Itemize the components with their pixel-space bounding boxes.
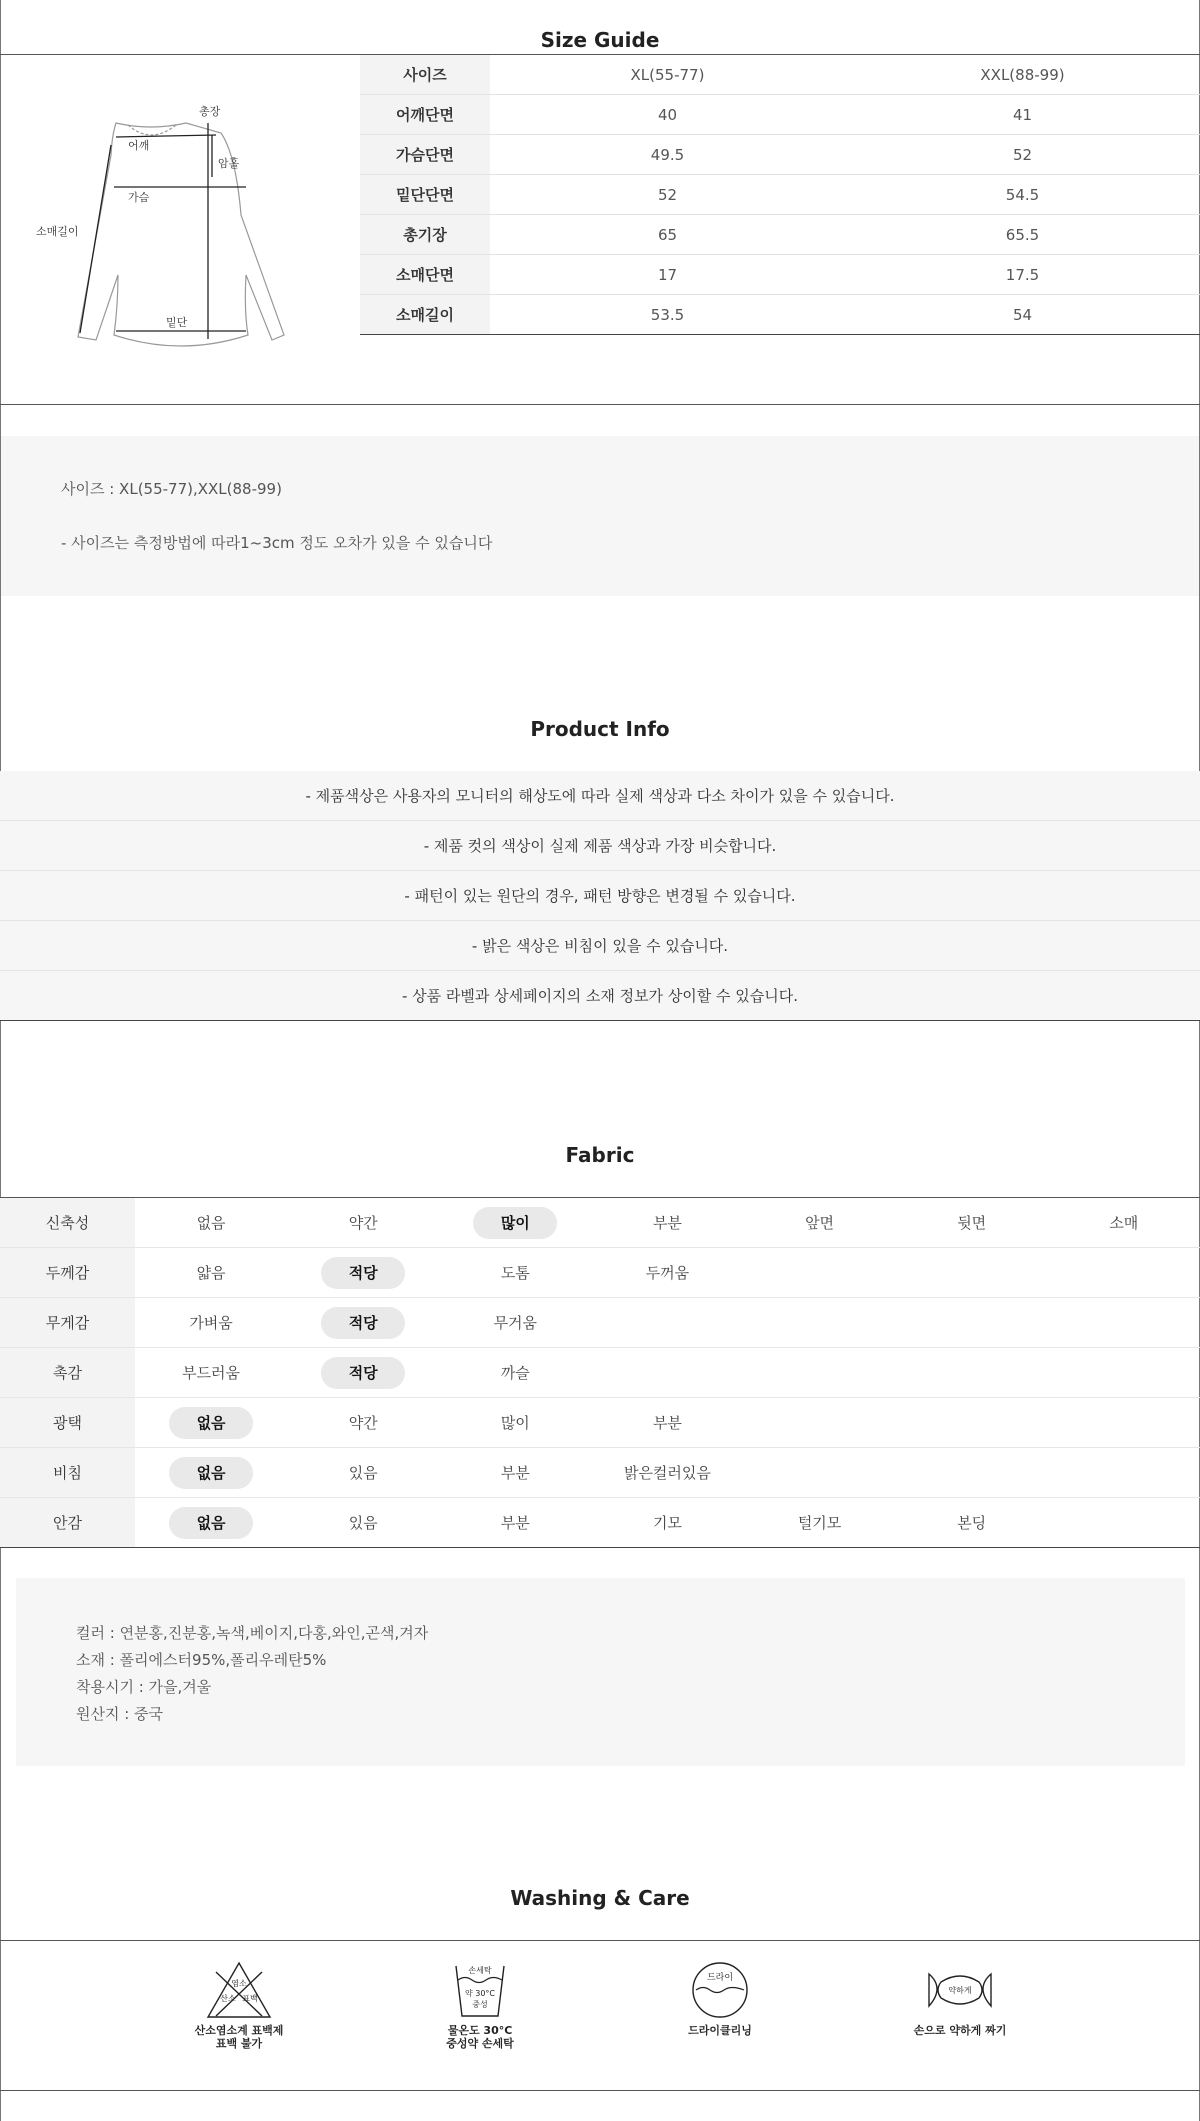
- fabric-option: [896, 1198, 1048, 1247]
- fabric-option-label: 적당: [348, 1364, 378, 1382]
- table-cell: 40: [657, 105, 678, 124]
- table-row: [360, 255, 1200, 295]
- table-row: [360, 295, 1200, 335]
- fabric-option-selected: [287, 1348, 439, 1397]
- fabric-row-label: 두께감: [0, 1248, 135, 1297]
- detail-season: 착용시기 : 가을,겨울: [76, 1678, 212, 1696]
- fabric-option: [591, 1198, 743, 1247]
- fabric-option: [439, 1248, 591, 1297]
- detail-origin: 원산지 : 중국: [76, 1705, 164, 1723]
- wash-item-dryclean: [645, 1960, 795, 2037]
- row-label: 총기장: [360, 215, 490, 254]
- fabric-row: [0, 1298, 1200, 1348]
- fabric-row-label: 신축성: [0, 1198, 135, 1247]
- row-label: 소매단면: [360, 255, 490, 294]
- detail-material: 소재 : 폴리에스터95%,폴리우레탄5%: [76, 1651, 327, 1669]
- fabric-option-label: 적당: [348, 1314, 378, 1332]
- svg-text:중성: 중성: [472, 2000, 488, 2009]
- wash-item-handwash: [405, 1960, 555, 2050]
- size-column-header: 사이즈: [360, 55, 490, 94]
- fabric-option-label: 약간: [348, 1214, 378, 1232]
- hand-wash-tub-icon: [450, 1960, 510, 2020]
- fabric-option-label: 부분: [500, 1464, 530, 1482]
- fabric-title: Fabric: [565, 1143, 635, 1167]
- svg-text:염소: 염소: [231, 1979, 247, 1988]
- svg-text:손세탁: 손세탁: [468, 1966, 492, 1975]
- fabric-option: [439, 1298, 591, 1347]
- fabric-option: [591, 1448, 743, 1497]
- fabric-option: [135, 1248, 287, 1297]
- fabric-option-label: 부분: [652, 1214, 682, 1232]
- fabric-table: [0, 1198, 1200, 1548]
- fabric-option: [287, 1498, 439, 1547]
- table-cell: 54: [1012, 305, 1033, 324]
- table-cell: 17: [657, 265, 678, 284]
- fabric-option-label: 뒷면: [957, 1214, 987, 1232]
- fabric-option-label: 두꺼움: [645, 1264, 690, 1282]
- row-label: 소매길이: [360, 295, 490, 334]
- fabric-row-label: 비침: [0, 1448, 135, 1497]
- size-column-xl: XL(55-77): [630, 65, 705, 84]
- fabric-option-selected: [135, 1398, 287, 1447]
- row-label: 가슴단면: [360, 135, 490, 174]
- fabric-option: [591, 1248, 743, 1297]
- fabric-option-label: 많이: [500, 1214, 530, 1232]
- diagram-label-shoulder: 어깨: [128, 139, 150, 152]
- svg-text:약 30°C: 약 30°C: [464, 1989, 496, 1998]
- list-item: - 제품 컷의 색상이 실제 제품 색상과 가장 비슷합니다.: [0, 821, 1200, 871]
- svg-text:산소: 산소: [220, 1994, 236, 2003]
- dry-clean-circle-icon: [690, 1960, 750, 2020]
- diagram-label-armhole: 암홀: [218, 157, 240, 170]
- table-row: [360, 175, 1200, 215]
- fabric-option-selected: [439, 1198, 591, 1247]
- fabric-option-selected: [135, 1498, 287, 1547]
- fabric-option-label: 없음: [196, 1414, 226, 1432]
- fabric-option-label: 많이: [500, 1414, 530, 1432]
- fabric-option-selected: [287, 1248, 439, 1297]
- bleach-triangle-icon: [204, 1960, 274, 2020]
- garment-diagram-icon: [36, 95, 306, 365]
- table-cell: 53.5: [650, 305, 685, 324]
- fabric-option: [135, 1198, 287, 1247]
- fabric-option-label: 앞면: [805, 1214, 835, 1232]
- list-item: - 패턴이 있는 원단의 경우, 패턴 방향은 변경될 수 있습니다.: [0, 871, 1200, 921]
- svg-text:표백: 표백: [242, 1994, 258, 2003]
- wash-item-bleach: [164, 1960, 314, 2050]
- fabric-option-label: 있음: [348, 1514, 378, 1532]
- table-cell: 41: [1012, 105, 1033, 124]
- svg-text:약하게: 약하게: [948, 1986, 972, 1995]
- fabric-option-label: 없음: [196, 1214, 226, 1232]
- size-column-xxl: XXL(88-99): [980, 65, 1065, 84]
- fabric-option-label: 털기모: [797, 1514, 842, 1532]
- wash-label: 드라이클리닝: [688, 2024, 752, 2037]
- diagram-label-total: 총장: [199, 105, 221, 118]
- fabric-option: [287, 1448, 439, 1497]
- wring-gently-icon: [925, 1960, 995, 2020]
- size-note: - 사이즈는 측정방법에 따라1~3cm 정도 오차가 있을 수 있습니다: [61, 534, 493, 552]
- svg-text:드라이: 드라이: [706, 1973, 734, 1983]
- wash-label: 산소염소계 표백제 표백 불가: [194, 2024, 284, 2050]
- diagram-label-chest: 가슴: [128, 191, 150, 204]
- fabric-option-label: 까슬: [500, 1364, 530, 1382]
- fabric-row-label: 안감: [0, 1498, 135, 1547]
- table-row: [360, 95, 1200, 135]
- fabric-row-label: 촉감: [0, 1348, 135, 1397]
- fabric-row: [0, 1248, 1200, 1298]
- fabric-option: [744, 1198, 896, 1247]
- fabric-option-label: 있음: [348, 1464, 378, 1482]
- row-label: 밑단단면: [360, 175, 490, 214]
- fabric-row: [0, 1198, 1200, 1248]
- fabric-option-label: 기모: [652, 1514, 682, 1532]
- wash-label: 손으로 약하게 짜기: [913, 2024, 1007, 2037]
- fabric-option: [287, 1198, 439, 1247]
- fabric-option-label: 부드러움: [182, 1364, 241, 1382]
- table-row: [360, 215, 1200, 255]
- fabric-option: [439, 1348, 591, 1397]
- fabric-option-label: 적당: [348, 1264, 378, 1282]
- fabric-option-label: 도톰: [500, 1264, 530, 1282]
- fabric-option: [439, 1498, 591, 1547]
- size-notes-box: [1, 436, 1199, 596]
- fabric-option-label: 본딩: [957, 1514, 987, 1532]
- fabric-option-selected: [287, 1298, 439, 1347]
- size-guide-title: Size Guide: [540, 28, 660, 52]
- fabric-option: [1048, 1198, 1200, 1247]
- table-cell: 49.5: [650, 145, 685, 164]
- fabric-option-label: 부분: [500, 1514, 530, 1532]
- fabric-option-label: 소매: [1109, 1214, 1139, 1232]
- fabric-option-selected: [135, 1448, 287, 1497]
- table-cell: 52: [657, 185, 678, 204]
- fabric-option-label: 없음: [196, 1464, 226, 1482]
- product-info-list: [0, 771, 1200, 1021]
- table-cell: 65: [657, 225, 678, 244]
- table-cell: 52: [1012, 145, 1033, 164]
- fabric-option: [135, 1348, 287, 1397]
- fabric-option-label: 약간: [348, 1414, 378, 1432]
- size-table-header: [360, 55, 1200, 95]
- wash-label: 물온도 30°C 중성약 손세탁: [446, 2024, 514, 2050]
- size-table: [360, 55, 1200, 335]
- fabric-row: [0, 1398, 1200, 1448]
- size-guide-bottom-rule: [0, 404, 1200, 405]
- product-info-title: Product Info: [530, 717, 670, 741]
- washing-bottom-rule: [0, 2090, 1200, 2091]
- washing-title: Washing & Care: [510, 1886, 690, 1910]
- fabric-option: [591, 1498, 743, 1547]
- fabric-row: [0, 1448, 1200, 1498]
- list-item: - 밝은 색상은 비침이 있을 수 있습니다.: [0, 921, 1200, 971]
- table-cell: 17.5: [1005, 265, 1040, 284]
- size-note: 사이즈 : XL(55-77),XXL(88-99): [61, 480, 282, 498]
- fabric-option-label: 없음: [196, 1514, 226, 1532]
- fabric-row-label: 광택: [0, 1398, 135, 1447]
- page-border-left: [0, 0, 1, 2121]
- fabric-option: [439, 1398, 591, 1447]
- fabric-row-label: 무게감: [0, 1298, 135, 1347]
- fabric-details-box: [16, 1578, 1185, 1766]
- row-label: 어깨단면: [360, 95, 490, 134]
- fabric-option: [439, 1448, 591, 1497]
- wash-item-wring: [885, 1960, 1035, 2037]
- fabric-option: [591, 1398, 743, 1447]
- fabric-row: [0, 1498, 1200, 1548]
- fabric-option-label: 부분: [652, 1414, 682, 1432]
- fabric-option: [135, 1298, 287, 1347]
- fabric-option-label: 밝은컬러있음: [623, 1464, 711, 1482]
- diagram-label-sleeve: 소매길이: [36, 225, 79, 238]
- fabric-row: [0, 1348, 1200, 1398]
- table-row: [360, 135, 1200, 175]
- fabric-option: [896, 1498, 1048, 1547]
- fabric-option-label: 무거움: [493, 1314, 538, 1332]
- table-cell: 54.5: [1005, 185, 1040, 204]
- fabric-option: [744, 1498, 896, 1547]
- list-item: - 제품색상은 사용자의 모니터의 해상도에 따라 실제 색상과 다소 차이가 있을 수 있습니다.: [0, 771, 1200, 821]
- washing-top-rule: [0, 1940, 1200, 1941]
- detail-color: 컬러 : 연분홍,진분홍,녹색,베이지,다홍,와인,곤색,겨자: [76, 1624, 429, 1642]
- list-item: - 상품 라벨과 상세페이지의 소재 정보가 상이할 수 있습니다.: [0, 971, 1200, 1021]
- fabric-option-label: 가벼움: [189, 1314, 233, 1332]
- diagram-label-hem: 밑단: [166, 316, 188, 329]
- fabric-option-label: 얇음: [196, 1264, 226, 1282]
- table-cell: 65.5: [1005, 225, 1040, 244]
- fabric-option: [287, 1398, 439, 1447]
